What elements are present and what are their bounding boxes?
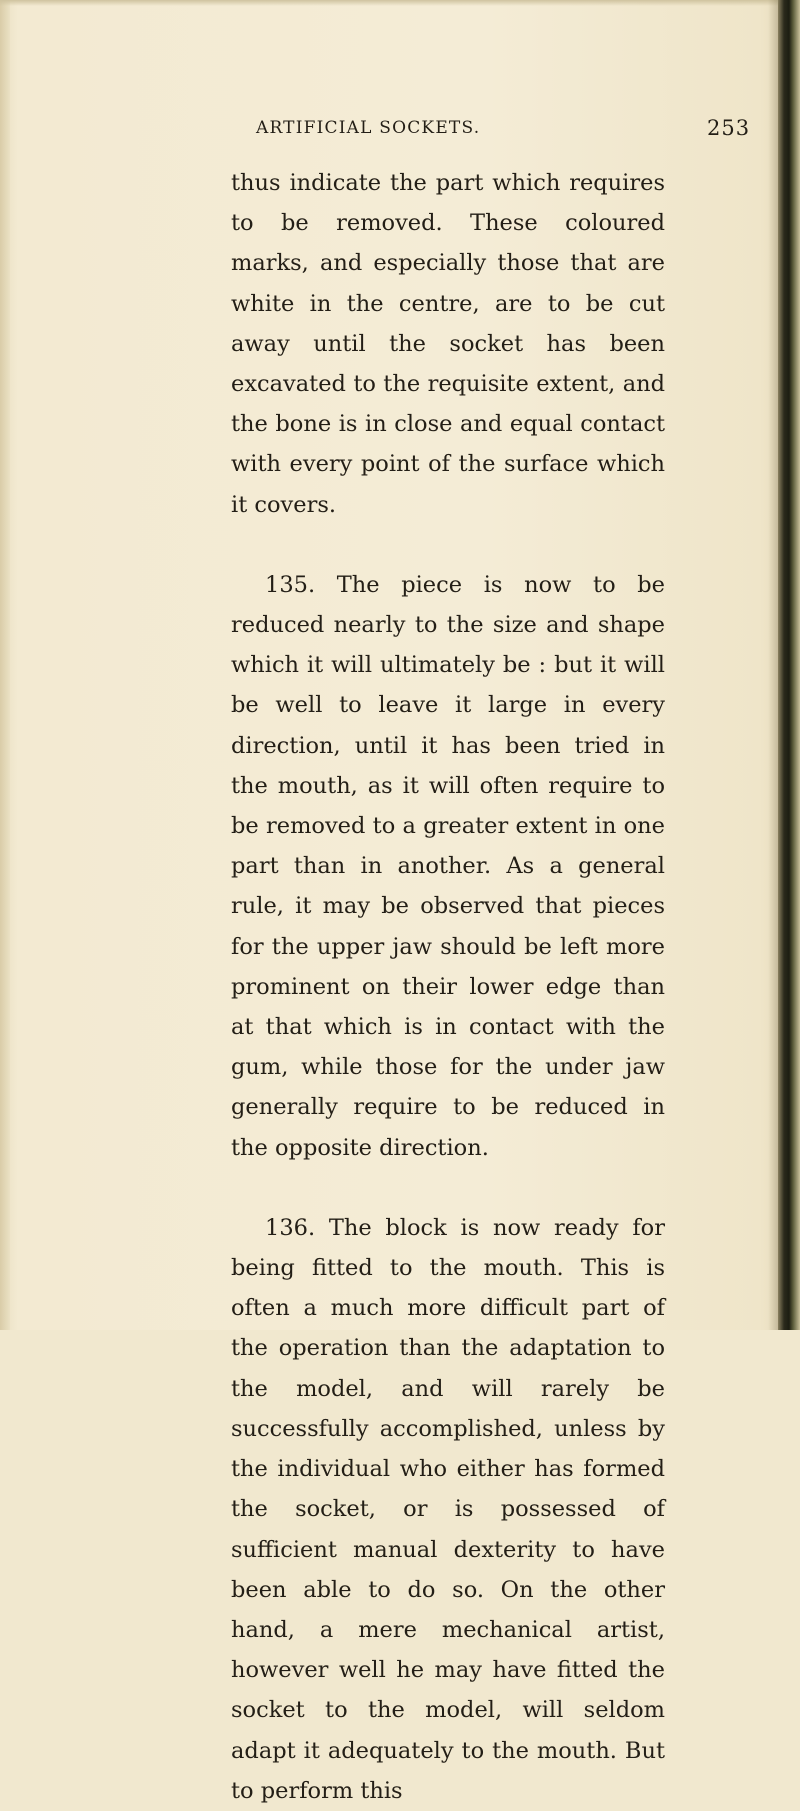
page-left-edge: [0, 0, 10, 1330]
text-body: [231, 163, 665, 1811]
page-top-edge: [0, 0, 800, 6]
gutter-shadow: [768, 0, 778, 1330]
running-head: ARTIFICIAL SOCKETS.: [256, 118, 481, 138]
book-binding-edge: [778, 0, 800, 1330]
paragraph-136: 136. The block is now ready for being fitted to the mouth. This is often a much more difficult part of the operation than the adaptation to the model, and will rarely be successfully accomplished, unless by the individual who either has formed the socket, or is possessed of sufficient manual dexterity to have been able to do so. On the other hand, a mere mechanical artist, however well he may have fitted the socket to the model, will seldom adapt it adequately to the mouth. But to perform this: [231, 1214, 665, 1804]
page-number: 253: [707, 116, 751, 140]
paragraph-continuation: thus indicate the part which requires to be removed. These coloured marks, and especially those that are white in the centre, are to be cut away until the socket has been excavated to the requisite extent, and the bone is in close and equal contact with every point of the surface which it covers.: [231, 170, 665, 518]
paragraph-135: 135. The piece is now to be reduced nearly to the size and shape which it will ultimately be : but it will be well to leave it large in every direction, until it has been tried in the mouth, as it will often require to be removed to a greater extent in one part than in another. As a general rule, it may be observed that pieces for the upper jaw should be left more prominent on their lower edge than at that which is in contact with the gum, while those for the under jaw generally require to be reduced in the opposite direction.: [231, 571, 665, 1161]
page-header: [0, 118, 800, 146]
